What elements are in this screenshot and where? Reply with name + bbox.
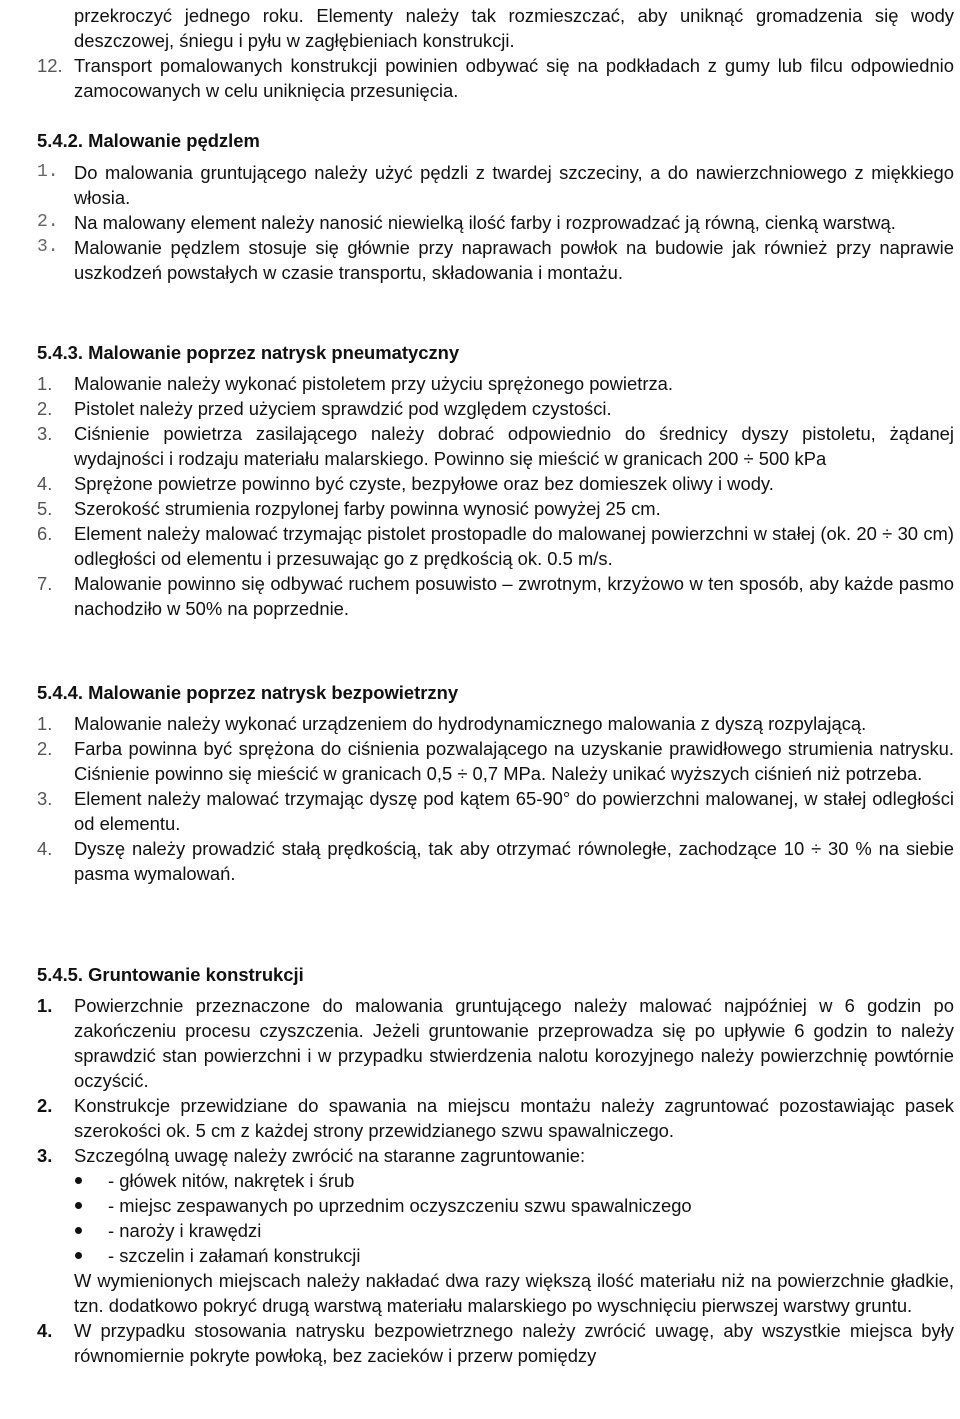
list-item xyxy=(0,786,960,836)
item-text: Malowanie powinno się odbywać ruchem posuwisto – zwrotnym, krzyżowo w ten sposób, aby każde pasmo nachodziło w 50% na poprzednie. xyxy=(74,573,954,619)
item-text: Dyszę należy prowadzić stałą prędkością, tak aby otrzymać równoległe, zachodzące 10 ÷ 30 % na siebie pasma wymalowań. xyxy=(74,838,954,884)
item-number: 3. xyxy=(37,788,53,809)
intro-text: przekroczyć jednego roku. Elementy należy tak rozmieszczać, aby uniknąć gromadzenia się wody deszczowej, śniegu i pyłu w zagłębieniach konstrukcji. xyxy=(74,5,954,51)
item-text: Farba powinna być sprężona do ciśnienia pozwalającego na uzyskanie prawidłowego strumienia natrysku. Ciśnienie powinno się mieścić w granicach 0,5 ÷ 0,7 MPa. Należy unikać wyższych ciśnień niż potrzeba. xyxy=(74,738,954,784)
list-item xyxy=(0,836,960,886)
section-5-4-3 xyxy=(0,340,960,365)
list-item xyxy=(0,396,960,421)
section-5-4-3-list xyxy=(0,371,960,621)
item-number: 2. xyxy=(37,738,53,759)
item-text: Sprężone powietrze powinno być czyste, bezpyłowe oraz bez domieszek oliwy i wody. xyxy=(74,473,774,494)
list-item xyxy=(0,736,960,786)
list-item xyxy=(0,993,960,1093)
item-number: 1. xyxy=(37,162,59,182)
list-item xyxy=(0,421,960,471)
item-number: 2. xyxy=(37,212,59,232)
item-number: 4. xyxy=(37,838,53,859)
item-text: Szczególną uwagę należy zwrócić na staranne zagruntowanie: xyxy=(74,1145,586,1166)
section-heading: 5.4.5. Gruntowanie konstrukcji xyxy=(37,964,304,985)
bullet-list xyxy=(0,1168,960,1268)
item-text: W przypadku stosowania natrysku bezpowietrznego należy zwrócić uwagę, aby wszystkie miejsca były równomiernie pokryte powłoką, bez zacieków i przerw pomiędzy xyxy=(74,1320,954,1366)
item-number: 3. xyxy=(37,423,53,444)
item-text: Malowanie należy wykonać pistoletem przy użyciu sprężonego powietrza. xyxy=(74,373,674,394)
section-5-4-5-list xyxy=(0,993,960,1368)
item-number: 2. xyxy=(37,1095,53,1116)
section-5-4-4-list xyxy=(0,711,960,886)
list-item xyxy=(0,571,960,621)
intro-paragraph xyxy=(0,3,960,53)
item-number: 1. xyxy=(37,713,53,734)
section-5-4-4 xyxy=(0,680,960,705)
bullet-item: - szczelin i załamań konstrukcji xyxy=(0,1243,960,1268)
item-text: Malowanie należy wykonać urządzeniem do hydrodynamicznego malowania z dyszą rozpylającą. xyxy=(74,713,867,734)
item-12 xyxy=(0,53,960,103)
item-text: Do malowania gruntującego należy użyć pędzli z twardej szczeciny, a do nawierzchniowego z miękkiego włosia. xyxy=(74,162,954,208)
bullet-item: - miejsc zespawanych po uprzednim oczyszczeniu szwu spawalniczego xyxy=(0,1193,960,1218)
section-5-4-2-list xyxy=(0,160,960,285)
section-5-4-5 xyxy=(0,962,960,987)
item-number: 5. xyxy=(37,498,53,519)
list-item xyxy=(0,235,960,285)
item-text: Szerokość strumienia rozpylonej farby powinna wynosić powyżej 25 cm. xyxy=(74,498,661,519)
item-number: 7. xyxy=(37,573,53,594)
item-text: Pistolet należy przed użyciem sprawdzić pod względem czystości. xyxy=(74,398,612,419)
list-item xyxy=(0,521,960,571)
section-heading: 5.4.2. Malowanie pędzlem xyxy=(37,130,260,151)
bullet-item: - naroży i krawędzi xyxy=(0,1218,960,1243)
note-paragraph: W wymienionych miejscach należy nakładać dwa razy większą ilość materiału niż na powierzchnie gładkie, tzn. dodatkowo pokryć drugą warstwą materiału malarskiego po wyschnięciu pierwszej warstwy gruntu. xyxy=(74,1270,954,1316)
item-text: Element należy malować trzymając dyszę pod kątem 65-90° do powierzchni malowanej, w stałej odległości od elementu. xyxy=(74,788,954,834)
item-number: 3. xyxy=(37,237,59,257)
list-item xyxy=(0,1093,960,1143)
list-item xyxy=(0,371,960,396)
list-item xyxy=(0,1318,960,1368)
list-item xyxy=(0,711,960,736)
item-text: Element należy malować trzymając pistolet prostopadle do malowanej powierzchni w stałej (ok. 20 ÷ 30 cm) odległości od elementu i przesuwając go z prędkością ok. 0.5 m/s. xyxy=(74,523,954,569)
list-item xyxy=(0,1143,960,1168)
item-text: Transport pomalowanych konstrukcji powinien odbywać się na podkładach z gumy lub filcu odpowiednio zamocowanych w celu uniknięcia przesunięcia. xyxy=(74,55,954,101)
item-number: 2. xyxy=(37,398,53,419)
item-number: 4. xyxy=(37,1320,53,1341)
bullet-item: - główek nitów, nakrętek i śrub xyxy=(0,1168,960,1193)
section-heading: 5.4.4. Malowanie poprzez natrysk bezpowietrzny xyxy=(37,682,459,703)
item-number: 3. xyxy=(37,1145,53,1166)
item-number: 4. xyxy=(37,473,53,494)
item-number: 1. xyxy=(37,995,53,1016)
list-item xyxy=(0,471,960,496)
item-text: Ciśnienie powietrza zasilającego należy dobrać odpowiednio do średnicy dyszy pistoletu, żądanej wydajności i rodzaju materiału malarskiego. Powinno się mieścić w granicach 200 ÷ 500 kPa xyxy=(74,423,954,469)
item-number: 6. xyxy=(37,523,53,544)
section-5-4-2 xyxy=(0,128,960,153)
list-item xyxy=(0,160,960,210)
list-item xyxy=(0,210,960,235)
item-number: 1. xyxy=(37,373,53,394)
list-item xyxy=(0,496,960,521)
item-text: Konstrukcje przewidziane do spawania na miejscu montażu należy zagruntować pozostawiając pasek szerokości ok. 5 cm z każdej strony przewidzianego szwu spawalniczego. xyxy=(74,1095,954,1141)
item-number: 12. xyxy=(37,55,63,76)
item-text: Na malowany element należy nanosić niewielką ilość farby i rozprowadzać ją równą, cienką warstwą. xyxy=(74,212,896,233)
item-text: Powierzchnie przeznaczone do malowania gruntującego należy malować najpóźniej w 6 godzin po zakończeniu procesu czyszczenia. Jeżeli gruntowanie przeprowadza się po upływie 6 godzin to należy sprawdzić stan powierzchni i w przypadku stwierdzenia nalotu korozyjnego należy powierzchnię powtórnie oczyścić. xyxy=(74,995,954,1091)
item-text: Malowanie pędzlem stosuje się głównie przy naprawach powłok na budowie jak również przy naprawie uszkodzeń powstałych w czasie transportu, składowania i montażu. xyxy=(74,237,954,283)
section-heading: 5.4.3. Malowanie poprzez natrysk pneumatyczny xyxy=(37,342,460,363)
